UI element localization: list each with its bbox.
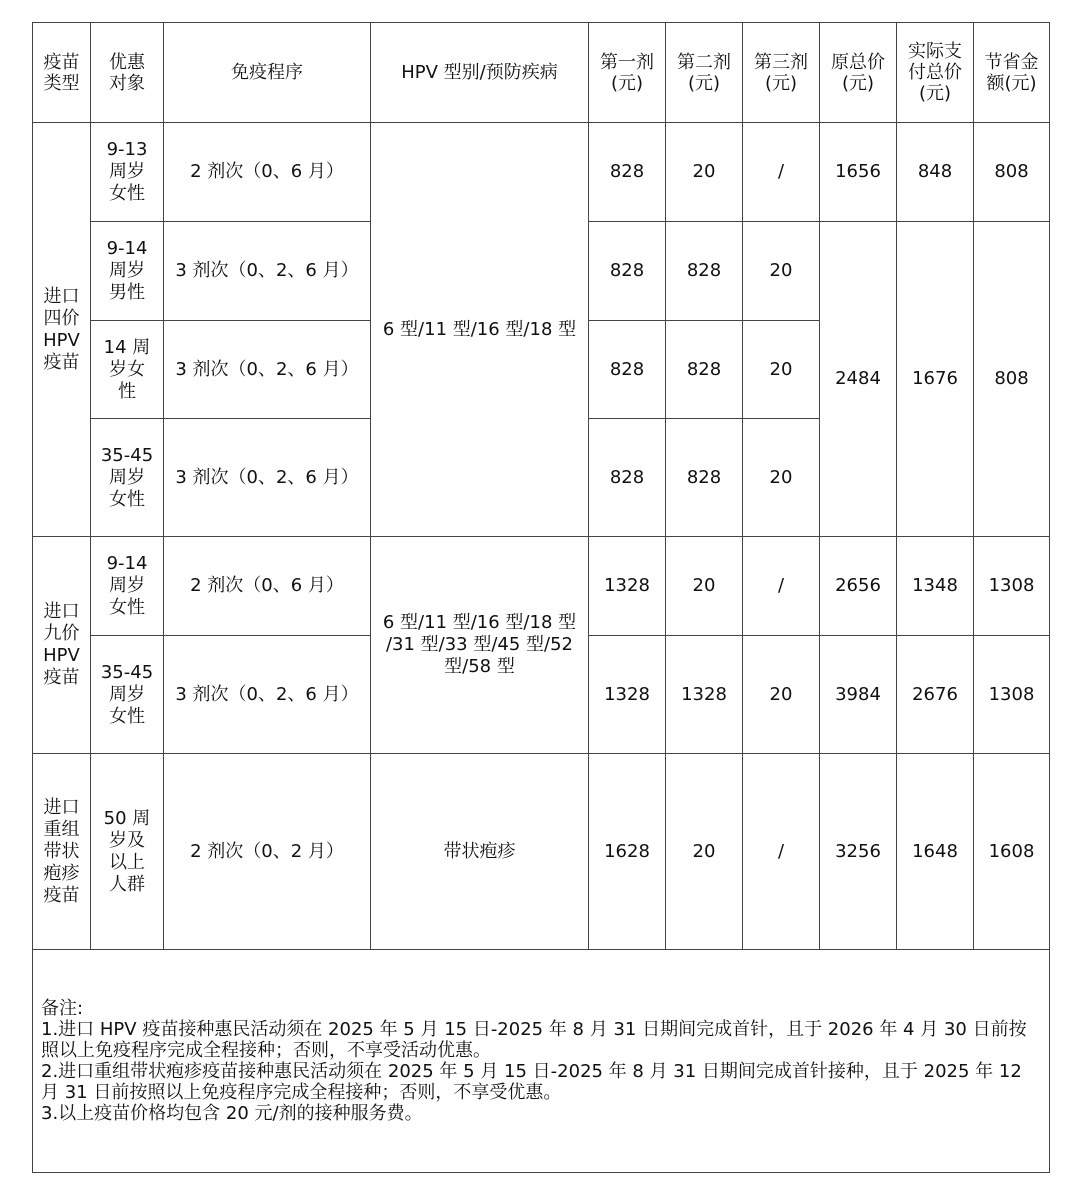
schedule-cell: 3 剂次（0、2、6 月）	[164, 419, 371, 537]
target-cell: 9-14 周岁 男性	[91, 222, 164, 321]
target-cell: 35-45 周岁 女性	[91, 636, 164, 754]
dose1-cell: 1628	[589, 754, 666, 950]
dose3-cell: /	[743, 754, 820, 950]
target-cell: 9-14 周岁 女性	[91, 537, 164, 636]
header-dose1: 第一剂 (元)	[589, 23, 666, 123]
dose1-cell: 1328	[589, 636, 666, 754]
dose1-cell: 828	[589, 321, 666, 419]
schedule-cell: 3 剂次（0、2、6 月）	[164, 636, 371, 754]
schedule-cell: 2 剂次（0、2 月）	[164, 754, 371, 950]
dose3-cell: /	[743, 537, 820, 636]
schedule-cell: 2 剂次（0、6 月）	[164, 123, 371, 222]
original-price-cell: 2656	[820, 537, 897, 636]
schedule-cell: 3 剂次（0、2、6 月）	[164, 321, 371, 419]
dose3-cell: /	[743, 123, 820, 222]
dose2-cell: 20	[666, 123, 743, 222]
vaccine-type-cell: 进口 四价 HPV 疫苗	[33, 123, 91, 537]
actual-price-cell: 2676	[897, 636, 974, 754]
saved-cell: 1308	[974, 537, 1050, 636]
header-schedule: 免疫程序	[164, 23, 371, 123]
vaccine-type-cell: 进口 九价 HPV 疫苗	[33, 537, 91, 754]
dose2-cell: 20	[666, 754, 743, 950]
header-dose2: 第二剂 (元)	[666, 23, 743, 123]
saved-cell: 808	[974, 123, 1050, 222]
dose2-cell: 1328	[666, 636, 743, 754]
target-cell: 35-45 周岁 女性	[91, 419, 164, 537]
note-line: 3.以上疫苗价格均包含 20 元/剂的接种服务费。	[41, 1103, 423, 1124]
header-hpv-type: HPV 型别/预防疾病	[371, 23, 589, 123]
hpv-type-cell: 带状疱疹	[371, 754, 589, 950]
header-saved: 节省金 额(元)	[974, 23, 1050, 123]
header-row	[33, 23, 1050, 123]
note-line: 照以上免疫程序完成全程接种；否则，不享受活动优惠。	[41, 1040, 491, 1061]
actual-price-cell: 1348	[897, 537, 974, 636]
table-row	[33, 123, 1050, 222]
notes-row	[33, 950, 1050, 1173]
actual-price-cell: 1648	[897, 754, 974, 950]
dose2-cell: 828	[666, 419, 743, 537]
note-line: 2.进口重组带状疱疹疫苗接种惠民活动须在 2025 年 5 月 15 日-2025 年 8 月 31 日期间完成首针接种，且于 2025 年 12	[41, 1061, 1022, 1082]
dose3-cell: 20	[743, 419, 820, 537]
table-row	[33, 754, 1050, 950]
dose1-cell: 828	[589, 419, 666, 537]
note-line: 1.进口 HPV 疫苗接种惠民活动须在 2025 年 5 月 15 日-2025 年 8 月 31 日期间完成首针，且于 2026 年 4 月 30 日前按	[41, 1019, 1027, 1040]
vaccine-price-table	[32, 22, 1050, 1173]
header-dose3: 第三剂 (元)	[743, 23, 820, 123]
dose2-cell: 20	[666, 537, 743, 636]
target-cell: 50 周 岁及 以上 人群	[91, 754, 164, 950]
original-price-cell: 2484	[820, 222, 897, 537]
dose3-cell: 20	[743, 636, 820, 754]
note-line: 月 31 日前按照以上免疫程序完成全程接种；否则，不享受优惠。	[41, 1082, 562, 1103]
original-price-cell: 1656	[820, 123, 897, 222]
saved-cell: 1608	[974, 754, 1050, 950]
schedule-cell: 3 剂次（0、2、6 月）	[164, 222, 371, 321]
original-price-cell: 3256	[820, 754, 897, 950]
dose1-cell: 1328	[589, 537, 666, 636]
dose2-cell: 828	[666, 321, 743, 419]
vaccine-type-cell: 进口 重组 带状 疱疹 疫苗	[33, 754, 91, 950]
dose1-cell: 828	[589, 123, 666, 222]
original-price-cell: 3984	[820, 636, 897, 754]
header-vaccine-type: 疫苗 类型	[33, 23, 91, 123]
target-cell: 9-13 周岁 女性	[91, 123, 164, 222]
target-cell: 14 周 岁女 性	[91, 321, 164, 419]
header-original-price: 原总价 (元)	[820, 23, 897, 123]
notes-title: 备注:	[41, 998, 84, 1019]
saved-cell: 1308	[974, 636, 1050, 754]
schedule-cell: 2 剂次（0、6 月）	[164, 537, 371, 636]
header-target-group: 优惠 对象	[91, 23, 164, 123]
saved-cell: 808	[974, 222, 1050, 537]
actual-price-cell: 848	[897, 123, 974, 222]
header-actual-price: 实际支 付总价 (元)	[897, 23, 974, 123]
notes-cell	[33, 950, 1050, 1173]
dose1-cell: 828	[589, 222, 666, 321]
dose3-cell: 20	[743, 222, 820, 321]
table-row	[33, 537, 1050, 636]
hpv-type-cell: 6 型/11 型/16 型/18 型 /31 型/33 型/45 型/52 型/58 型	[371, 537, 589, 754]
actual-price-cell: 1676	[897, 222, 974, 537]
dose3-cell: 20	[743, 321, 820, 419]
dose2-cell: 828	[666, 222, 743, 321]
hpv-type-cell: 6 型/11 型/16 型/18 型	[371, 123, 589, 537]
